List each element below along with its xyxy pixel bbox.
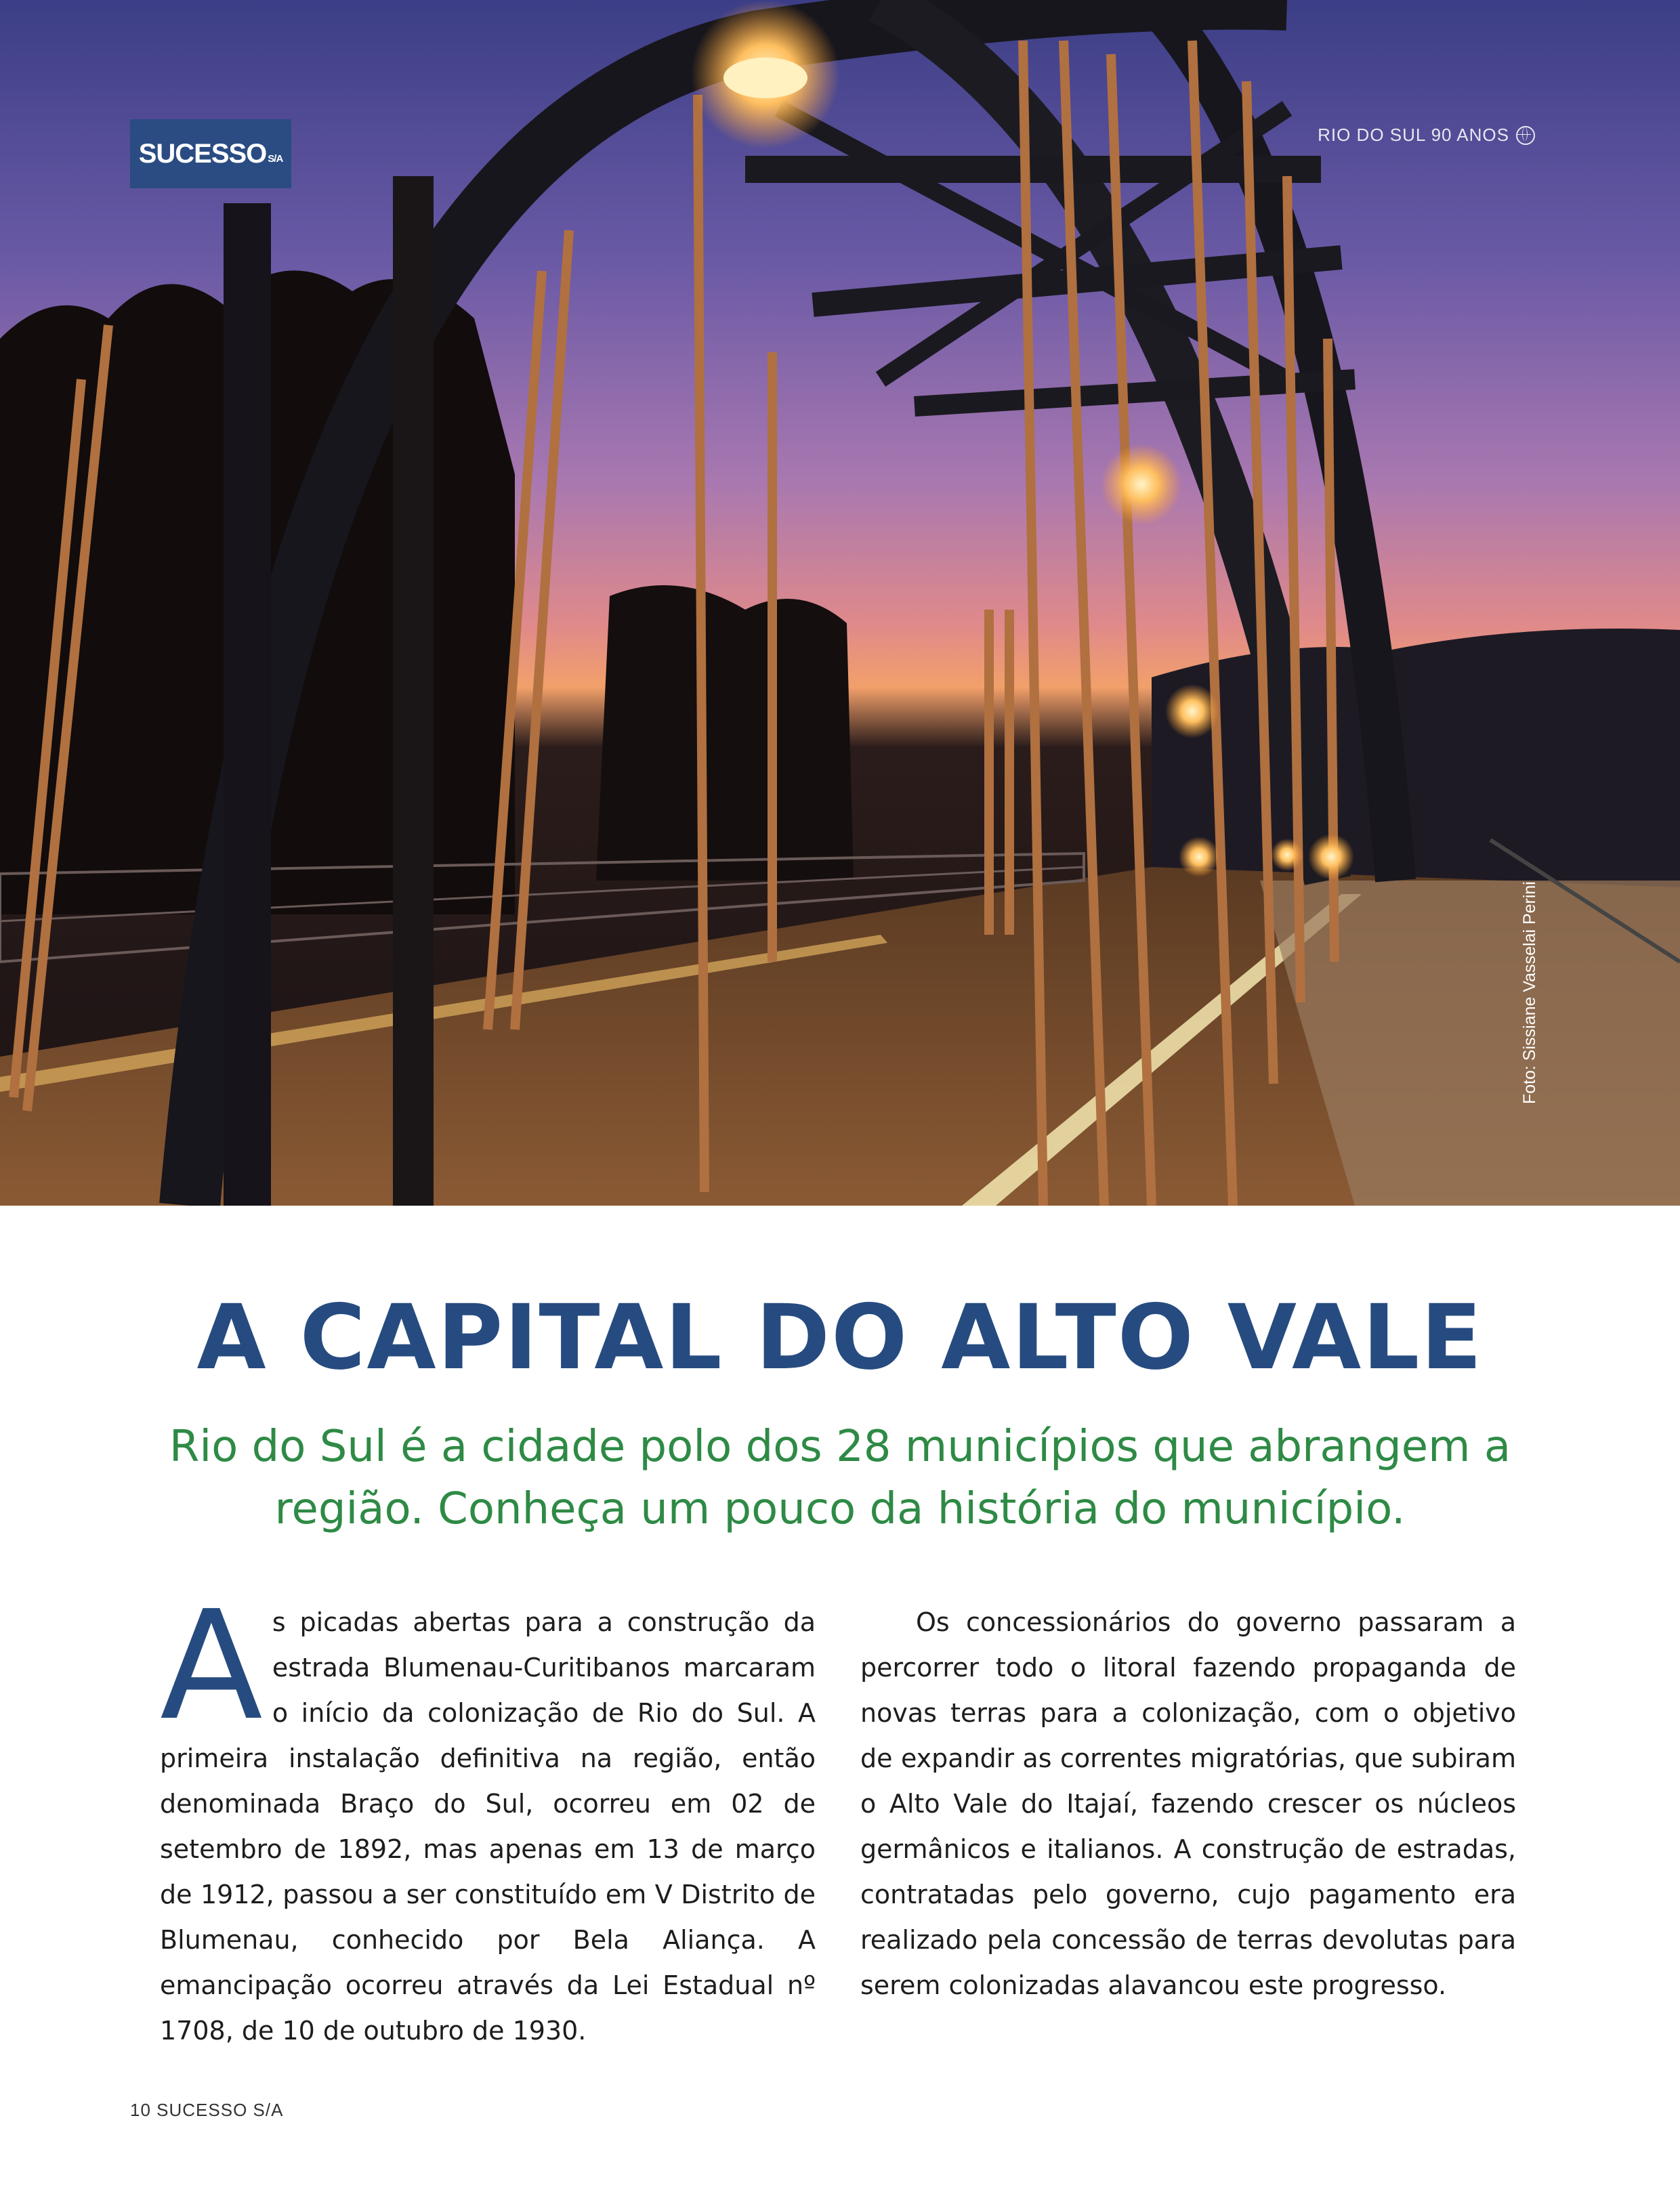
drop-cap: A bbox=[160, 1579, 263, 1754]
logo-suffix: S/A bbox=[268, 152, 283, 165]
logo-text: SUCESSO bbox=[138, 138, 267, 169]
article-subtitle: Rio do Sul é a cidade polo dos 28 municípios que abrangem a região. Conheça um pouco da história do município. bbox=[169, 1422, 1511, 1534]
page-footer: 10 SUCESSO S/A bbox=[130, 2100, 284, 2120]
section-tag-label: RIO DO SUL 90 ANOS bbox=[1318, 125, 1509, 145]
globe-icon bbox=[1516, 126, 1535, 145]
article-title: A CAPITAL DO ALTO VALE bbox=[196, 1286, 1484, 1390]
article-column-left bbox=[160, 1579, 816, 2054]
column-right-text: Os concessionários do governo passaram a percorrer todo o litoral fazendo propaganda de novas terras para a colonização, com o objetivo de expandir as correntes migratórias, que subiram o Alto Vale do Itajaí, fazendo crescer os núcleos germânicos e italianos. A construção de estradas, contratadas pelo governo, cujo pagamento era realizado pela concessão de terras devolutas para serem colonizadas alavancou este progresso. bbox=[860, 1607, 1516, 2000]
article-column-right bbox=[860, 1600, 1516, 2008]
column-left-text: s picadas abertas para a construção da estrada Blumenau-Curitibanos marcaram o início da colonização de Rio do Sul. A primeira instalação definitiva na região, então denominada Braço do Sul, ocorreu em 02 de setembro de 1892, mas apenas em 13 de março de 1912, passou a ser constituído em V Distrito de Blumenau, conhecido por Bela Aliança. A emancipação ocorreu através da Lei Estadual nº 1708, de 10 de outubro de 1930. bbox=[160, 1607, 816, 2046]
magazine-logo bbox=[130, 119, 291, 188]
section-tag bbox=[1318, 125, 1535, 146]
photo-credit: Foto: Sissiane Vasselai Perini bbox=[1520, 881, 1539, 1104]
